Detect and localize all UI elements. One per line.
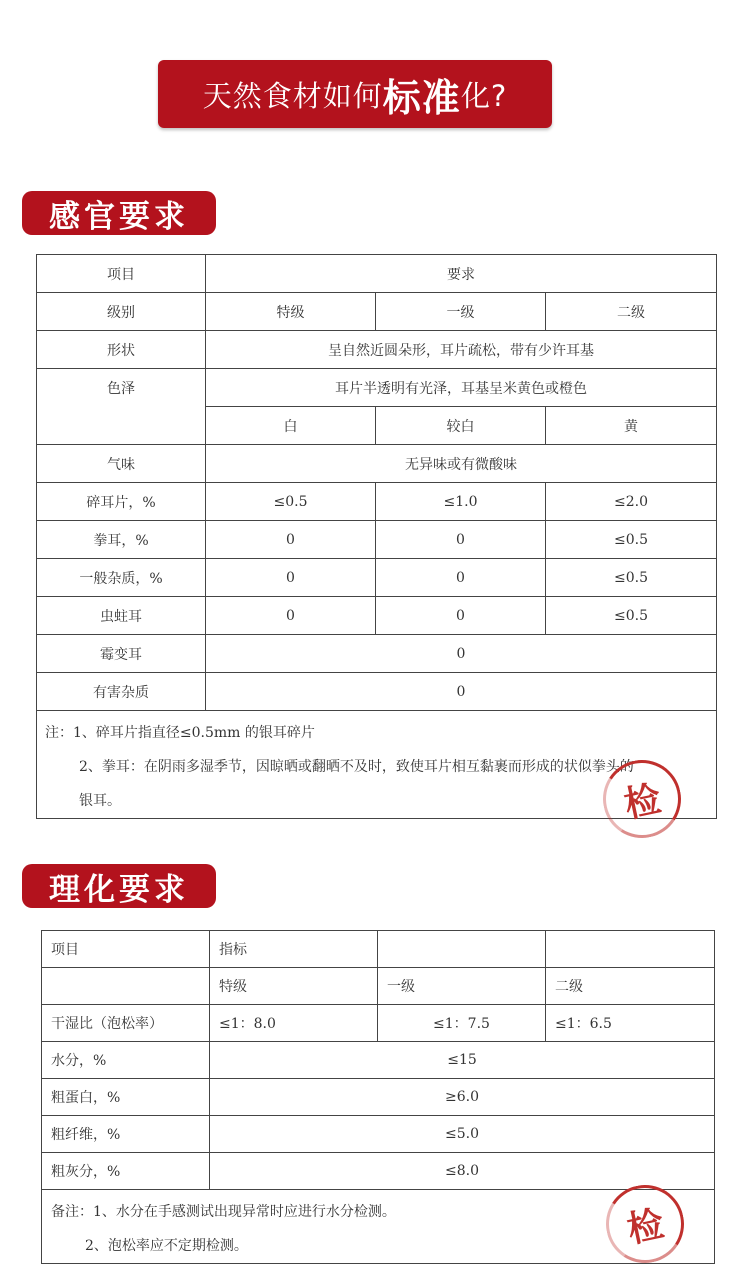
cell-value: ≤0.5 [546,559,717,597]
row-label: 气味 [37,445,206,483]
cell-value: ≤0.5 [546,521,717,559]
row-label: 霉变耳 [37,635,206,673]
cell-value: ≤1：7.5 [378,1005,546,1042]
table-row [42,1005,715,1042]
cell-value: 0 [206,521,376,559]
empty-cell [546,931,715,968]
cell-value: ≤8.0 [210,1153,715,1190]
row-label: 一般杂质，% [37,559,206,597]
cell-value: 0 [206,559,376,597]
row-label: 干湿比（泡松率） [42,1005,210,1042]
headline-text-pre: 天然食材如何 [202,78,383,113]
row-label: 粗灰分，% [42,1153,210,1190]
sensory-requirements-table [36,254,717,819]
empty-cell [378,931,546,968]
row-label: 粗纤维，% [42,1116,210,1153]
header-item: 项目 [42,931,210,968]
table-row [37,369,717,407]
row-label: 拳耳，% [37,521,206,559]
cell-value: 0 [206,635,717,673]
grade-first: 一级 [376,293,546,331]
row-label: 粗蛋白，% [42,1079,210,1116]
row-label: 虫蛀耳 [37,597,206,635]
header-index: 指标 [210,931,378,968]
cell-value: ≤15 [210,1042,715,1079]
cell-value: ≥6.0 [210,1079,715,1116]
row-label: 碎耳片，% [37,483,206,521]
table-row [37,597,717,635]
header-item: 项目 [37,255,206,293]
cell-value: 0 [376,521,546,559]
inspection-stamp: 检 [599,1178,692,1271]
header-requirement: 要求 [206,255,717,293]
table-row [37,559,717,597]
row-label: 级别 [37,293,206,331]
table-row [37,445,717,483]
cell-value: 黄 [546,407,717,445]
cell-value: ≤2.0 [546,483,717,521]
cell-value: 0 [376,597,546,635]
cell-value: 耳片半透明有光泽，耳基呈米黄色或橙色 [206,369,717,407]
table-row [37,673,717,711]
table-row [42,1042,715,1079]
table-row [42,1153,715,1190]
note-line-1: 备注：1、水分在手感测试出现异常时应进行水分检测。 [51,1204,396,1220]
cell-value: ≤1.0 [376,483,546,521]
table-row [42,931,715,968]
empty-cell [42,968,210,1005]
row-label: 水分，% [42,1042,210,1079]
note-line-2: 2、拳耳：在阴雨多湿季节，因晾晒或翻晒不及时，致使耳片相互黏裹而形成的状似拳头的银耳。 [79,759,634,809]
cell-value: 0 [376,559,546,597]
grade-second: 二级 [546,293,717,331]
cell-value: ≤0.5 [206,483,376,521]
row-label: 色泽 [37,369,206,445]
headline-text-post: 化? [460,78,508,113]
grade-special: 特级 [210,968,378,1005]
cell-value: ≤1：6.5 [546,1005,715,1042]
headline-text-bold: 标准 [382,75,461,120]
cell-value: 0 [206,597,376,635]
note-line-1: 注：1、碎耳片指直径≤0.5mm 的银耳碎片 [45,725,315,741]
grade-special: 特级 [206,293,376,331]
inspection-stamp: 检 [596,753,689,846]
cell-value: 较白 [376,407,546,445]
table-row [37,521,717,559]
grade-first: 一级 [378,968,546,1005]
cell-value: ≤0.5 [546,597,717,635]
row-label: 形状 [37,331,206,369]
table-row [42,1116,715,1153]
cell-value: 白 [206,407,376,445]
note-line-2: 2、泡松率应不定期检测。 [85,1238,248,1254]
table-row [37,293,717,331]
cell-value: 无异味或有微酸味 [206,445,717,483]
table-row [42,1079,715,1116]
table-row [37,483,717,521]
sensory-section-title: 感官要求 [22,191,216,235]
headline-banner [158,60,552,128]
cell-value: 0 [206,673,717,711]
cell-value: ≤1：8.0 [210,1005,378,1042]
cell-value: 呈自然近圆朵形，耳片疏松，带有少许耳基 [206,331,717,369]
table-row [42,968,715,1005]
table-row [37,635,717,673]
physchem-section-title: 理化要求 [22,864,216,908]
row-label: 有害杂质 [37,673,206,711]
grade-second: 二级 [546,968,715,1005]
table-row [37,331,717,369]
cell-value: ≤5.0 [210,1116,715,1153]
table-row [37,255,717,293]
